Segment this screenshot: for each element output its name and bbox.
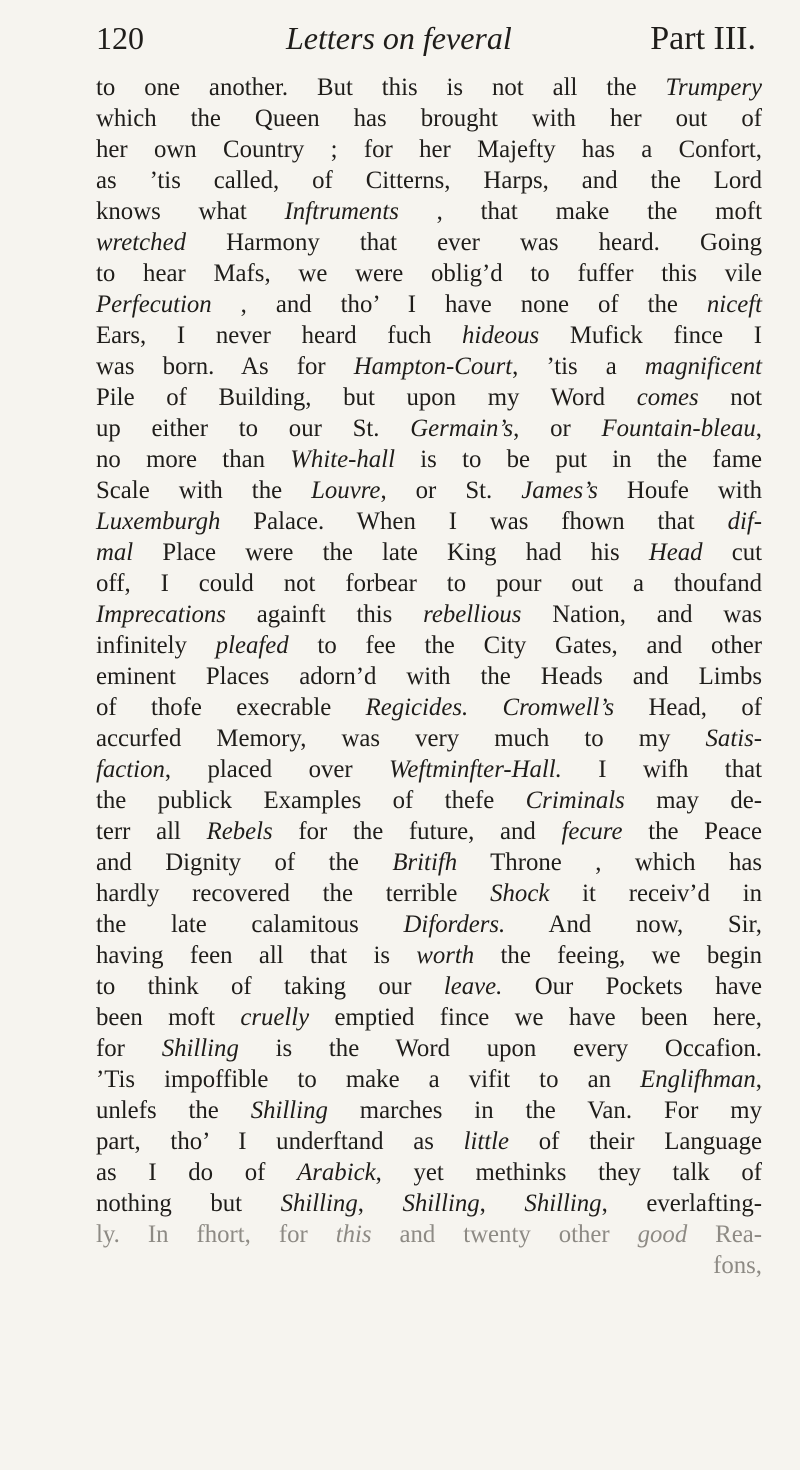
text-run: terr all — [96, 818, 207, 845]
text-line — [96, 227, 762, 258]
text-run: And now, Sir, — [505, 911, 763, 938]
text-run: , or St. — [380, 477, 522, 504]
italic-run: little — [463, 1128, 510, 1155]
text-run: accurfed Memory, was very much to my — [96, 725, 706, 752]
text-run: off, I could not forbear to pour out a thoufand — [96, 570, 762, 597]
text-run: Ears, I never heard fuch — [96, 322, 463, 349]
text-run: Rea- — [687, 1221, 762, 1248]
text-run: , ’tis a — [512, 353, 645, 380]
text-run: Throne , which has — [457, 849, 762, 876]
italic-run: Luxemburgh — [96, 508, 221, 535]
text-line — [96, 785, 762, 816]
italic-run: Weftminfter-Hall. — [389, 756, 562, 783]
text-line — [96, 413, 762, 444]
text-run: may de- — [624, 787, 762, 814]
text-run: the feeing, we begin — [474, 942, 762, 969]
text-run: to one another. But this is not all the — [96, 74, 666, 101]
text-run: againft this — [225, 601, 424, 628]
text-run: Our Pockets have — [502, 973, 763, 1000]
text-run: is the Word upon every Occafion. — [238, 1035, 762, 1062]
text-run: been moft — [96, 1004, 241, 1031]
text-line — [96, 1033, 762, 1064]
italic-run: Englifhman — [640, 1066, 756, 1093]
text-run: , everlafting- — [601, 1190, 762, 1217]
text-run: as ’tis called, of Citterns, Harps, and the Lord — [96, 167, 762, 194]
italic-run: rebellious — [423, 601, 522, 628]
text-line — [96, 351, 762, 382]
text-run: Harmony that ever was heard. Going — [185, 229, 762, 256]
italic-run: Britifh — [392, 849, 458, 876]
text-line — [96, 878, 762, 909]
text-run: knows what — [96, 198, 285, 225]
text-line — [96, 1002, 762, 1033]
italic-run: worth — [416, 942, 475, 969]
text-run: Nation, and was — [521, 601, 762, 628]
text-run: ’Tis impoffible to make a vifit to an — [96, 1066, 641, 1093]
italic-run: Perfecution — [96, 291, 212, 318]
text-run: of their Language — [509, 1128, 762, 1155]
text-line — [96, 940, 762, 971]
italic-run: Shilling — [250, 1097, 328, 1124]
running-title: Letters on feveral — [286, 20, 512, 56]
text-run: her own Country ; for her Majefty has a Confort, — [96, 136, 762, 163]
text-line — [96, 568, 762, 599]
italic-run: Satis- — [705, 725, 762, 752]
text-line — [96, 1064, 762, 1095]
text-run: Place were the late King had his — [133, 539, 649, 566]
italic-run: White-hall — [290, 446, 395, 473]
text-run: to think of taking our — [96, 973, 444, 1000]
italic-run: Diforders. — [403, 911, 506, 938]
text-run: which the Queen has brought with her out of — [96, 105, 762, 132]
italic-run: Shilling — [402, 1190, 480, 1217]
italic-run: cruelly — [240, 1004, 310, 1031]
italic-run: good — [637, 1221, 688, 1248]
text-run — [468, 694, 502, 721]
text-line — [96, 661, 762, 692]
text-run: for — [96, 1035, 162, 1062]
italic-run: fecure — [561, 818, 623, 845]
text-line — [96, 1219, 762, 1250]
text-run: part, tho’ I underftand as — [96, 1128, 464, 1155]
text-run: not — [698, 384, 762, 411]
text-line — [96, 1250, 762, 1281]
italic-run: this — [335, 1221, 372, 1248]
italic-run: comes — [636, 384, 699, 411]
text-run: Head, of — [614, 694, 762, 721]
text-run: Houfe with — [597, 477, 762, 504]
italic-run: Imprecations — [96, 601, 226, 628]
text-run: no more than — [96, 446, 291, 473]
text-run: the publick Examples of thefe — [96, 787, 526, 814]
italic-run: Rebels — [206, 818, 273, 845]
page-number: 120 — [96, 20, 144, 56]
text-run: , — [357, 1190, 403, 1217]
text-run: up either to our St. — [96, 415, 411, 442]
text-line — [96, 1157, 762, 1188]
italic-run: Criminals — [525, 787, 625, 814]
text-run: is to be put in the fame — [394, 446, 762, 473]
text-run: I wifh that — [561, 756, 762, 783]
text-line — [96, 382, 762, 413]
italic-run: Germain’s — [410, 415, 514, 442]
text-line — [96, 723, 762, 754]
text-run: hardly recovered the terrible — [96, 880, 491, 907]
text-line — [96, 909, 762, 940]
text-line — [96, 630, 762, 661]
text-run: marches in the Van. For my — [327, 1097, 762, 1124]
text-run: , and tho’ I have none of the — [211, 291, 707, 318]
text-line — [96, 599, 762, 630]
italic-run: niceft — [706, 291, 762, 318]
italic-run: dif- — [727, 508, 762, 535]
text-line — [96, 289, 762, 320]
italic-run: Arabick — [297, 1159, 376, 1186]
italic-run: pleafed — [215, 632, 289, 659]
text-line — [96, 475, 762, 506]
text-line — [96, 72, 762, 103]
text-line — [96, 1095, 762, 1126]
italic-run: James’s — [521, 477, 598, 504]
italic-run: Trumpery — [665, 74, 762, 101]
text-run: and twenty other — [371, 1221, 638, 1248]
italic-run: Cromwell’s — [502, 694, 615, 721]
text-run: to fee the City Gates, and other — [288, 632, 762, 659]
text-run: it receiv’d in — [549, 880, 762, 907]
running-header — [96, 16, 756, 68]
text-run: of thofe execrable — [96, 694, 366, 721]
text-line — [96, 444, 762, 475]
italic-run: Hampton-Court — [353, 353, 513, 380]
italic-run: Shock — [490, 880, 550, 907]
text-line — [96, 816, 762, 847]
text-line — [96, 506, 762, 537]
text-line — [96, 692, 762, 723]
text-run: emptied fince we have been here, — [309, 1004, 762, 1031]
text-run: infinitely — [96, 632, 216, 659]
text-run: fons, — [713, 1252, 762, 1279]
text-run: for the future, and — [272, 818, 562, 845]
italic-run: Inftruments — [284, 198, 399, 225]
text-line — [96, 754, 762, 785]
text-run: Scale with the — [96, 477, 312, 504]
text-run: eminent Places adorn’d with the Heads and Limbs — [96, 663, 762, 690]
text-run: Mufick fince I — [539, 322, 762, 349]
text-run: to hear Mafs, we were oblig’d to fuffer this vile — [96, 260, 762, 287]
text-run: , — [755, 415, 762, 442]
text-line — [96, 971, 762, 1002]
text-run: and Dignity of the — [96, 849, 393, 876]
text-run: , or — [513, 415, 602, 442]
italic-run: Fountain-bleau — [601, 415, 756, 442]
italic-run: faction — [96, 756, 165, 783]
text-run: cut — [702, 539, 763, 566]
text-run: the Peace — [622, 818, 762, 845]
text-line — [96, 320, 762, 351]
part-label: Part III. — [650, 20, 756, 57]
text-line — [96, 1126, 762, 1157]
text-line — [96, 103, 762, 134]
body-text — [96, 72, 762, 1281]
text-line — [96, 537, 762, 568]
text-run: unlefs the — [96, 1097, 251, 1124]
text-run: Palace. When I was fhown that — [220, 508, 728, 535]
italic-run: Shilling — [161, 1035, 239, 1062]
text-run: , — [755, 1066, 762, 1093]
italic-run: wretched — [96, 229, 186, 256]
text-run: Pile of Building, but upon my Word — [96, 384, 637, 411]
text-run: having feen all that is — [96, 942, 417, 969]
text-line — [96, 165, 762, 196]
italic-run: Shilling — [524, 1190, 602, 1217]
text-run: , that make the moft — [398, 198, 762, 225]
text-run: , — [479, 1190, 525, 1217]
text-run: ly. In fhort, for — [96, 1221, 336, 1248]
text-run: was born. As for — [96, 353, 354, 380]
italic-run: Regicides. — [365, 694, 469, 721]
italic-run: Head — [648, 539, 703, 566]
text-line — [96, 196, 762, 227]
text-run: , placed over — [164, 756, 390, 783]
text-line — [96, 1188, 762, 1219]
italic-run: mal — [96, 539, 134, 566]
text-run: as I do of — [96, 1159, 298, 1186]
italic-run: magnificent — [644, 353, 762, 380]
italic-run: Shilling — [280, 1190, 358, 1217]
text-line — [96, 847, 762, 878]
italic-run: leave. — [443, 973, 503, 1000]
text-line — [96, 134, 762, 165]
text-run: , yet methinks they talk of — [375, 1159, 762, 1186]
text-line — [96, 258, 762, 289]
italic-run: Louvre — [311, 477, 381, 504]
italic-run: hideous — [462, 322, 540, 349]
text-run: the late calamitous — [96, 911, 404, 938]
text-run: nothing but — [96, 1190, 281, 1217]
